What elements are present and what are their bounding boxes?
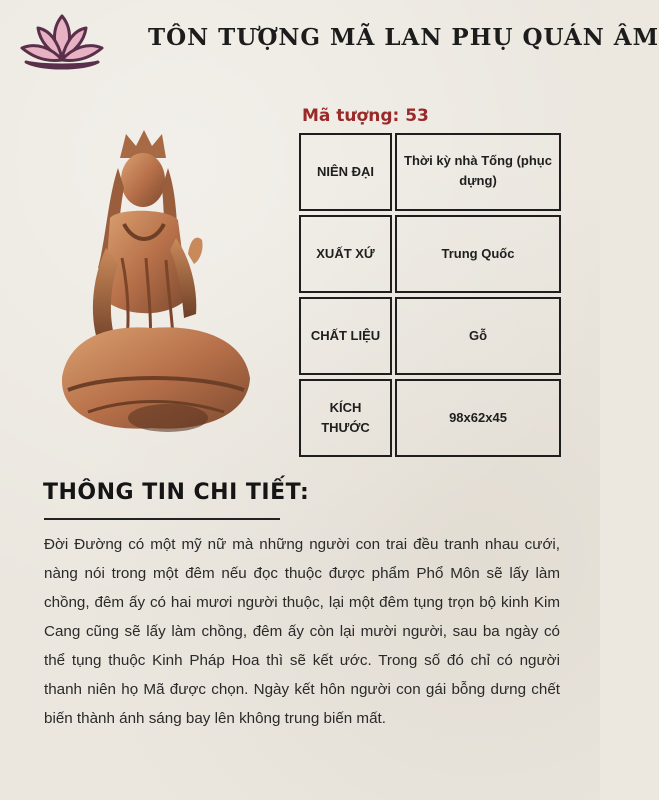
details-paragraph: Đời Đường có một mỹ nữ mà những người con trai đều tranh nhau cưới, nàng nói trong một đêm nếu đọc thuộc được phẩm Phổ Môn sẽ lấy làm chồng, đêm ấy có hai mươi người thuộc, lại một đêm tụng trọn bộ kinh Kim Cang cũng sẽ lấy làm chồng, đêm ấy còn lại mười người, sau ba ngày có thể tụng thuộc Kinh Pháp Hoa thì sẽ kết ước. Trong số đó chỉ có người thanh niên họ Mã được chọn. Ngày kết hôn người con gái bỗng dưng chết biến thành ánh sáng bay lên không trung biến mất. <box>44 536 560 727</box>
value-chat-lieu: Gỗ <box>395 297 561 375</box>
lotus-icon <box>16 12 108 72</box>
value-xuat-xu: Trung Quốc <box>395 215 561 293</box>
label-xuat-xu: XUẤT XỨ <box>299 215 392 293</box>
statue-code: Mã tượng: 53 <box>302 106 429 126</box>
page-title: TÔN TƯỢNG MÃ LAN PHỤ QUÁN ÂM <box>148 24 659 51</box>
label-nien-dai: NIÊN ĐẠI <box>299 133 392 211</box>
value-kich-thuoc: 98x62x45 <box>395 379 561 457</box>
value-nien-dai: Thời kỳ nhà Tống (phục dựng) <box>395 133 561 211</box>
details-heading: THÔNG TIN CHI TIẾT: <box>43 480 310 505</box>
guanyin-statue-image <box>48 128 258 448</box>
info-table <box>299 133 561 457</box>
label-kich-thuoc: KÍCH THƯỚC <box>299 379 392 457</box>
label-chat-lieu: CHẤT LIỆU <box>299 297 392 375</box>
heading-divider <box>44 518 280 520</box>
